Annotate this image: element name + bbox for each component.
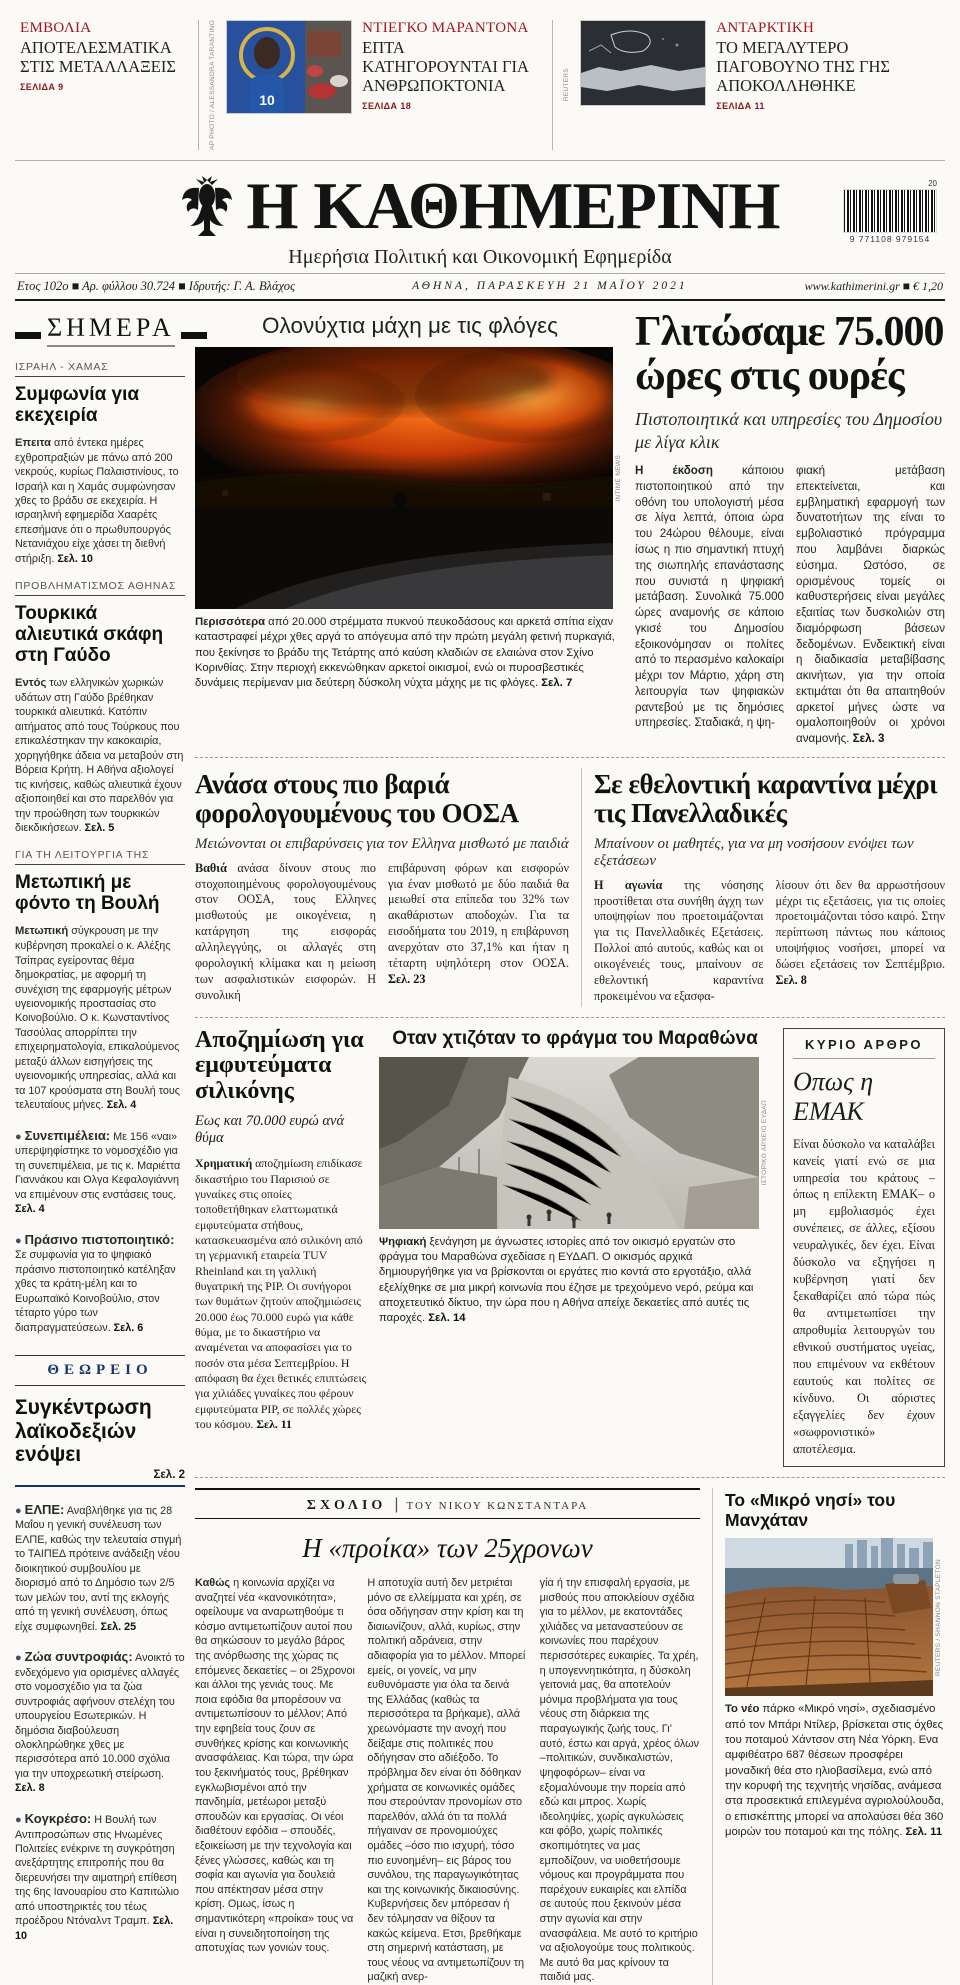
story-body: από έντεκα ημέρες εχθροπραξιών με πάνω από 200 νεκρούς, κυρίως Παλαιστινίους, το Ισραήλ και η Χαμάς συμφώνησαν χθες το βράδυ σε εκεχειρία. Η ισραηλινή εφημερίδα Χααρέτς επεσήμανε ότι ο πρωθυπουργός Νετανιάχου είχε χάσει τη διεθνή στήριξη. [15,436,179,565]
oosa-deck: Μειώνονται οι επιβαρύνσεις για τον Ελληνα μισθωτό με παιδιά [195,835,569,852]
bullet-icon: ● [15,1652,22,1665]
teaser-kicker: ΝΤΙΕΓΚΟ ΜΑΡΑΝΤΟΝΑ [362,20,529,36]
page-ref: Σελ. 11 [256,1416,292,1431]
column-section: ΣΧΟΛΙΟ [306,1497,387,1513]
photo-credit: AP PHOTO / ALESSANDRA TARANTINO [209,20,216,150]
brief-body: Η Βουλή των Αντιπροσώπων στις Ηνωμένες Πολιτείες ενέκρινε τη συγκρότηση ανεξάρτητης επιτροπής που θα διερευνήσει την αιματηρή επίθεση της 6ης Ιανουαρίου στο Καπιτώλιο από υποστηρικτές του τέως προέδρου Ντόναλντ Τραμπ. [15,1813,180,1928]
lead-story [635,308,945,747]
teaser-page-ref: ΣΕΛΙΔΑ 11 [716,100,765,111]
eagle-logo [180,174,234,238]
teaser-kicker: ΕΜΒΟΛΙΑ [20,20,92,36]
brief-body: Με 156 «ναι» υπερψηφίστηκε το νομοσχέδιο για τη συνεπιμέλεια, με τις κ. Μαριέττα Γιαννάκου και Ολγα Κεφαλογιάννη να επιμένουν στις ενστάσεις τους. [15,1130,181,1201]
story-text: φιακή μετάβαση επεκτείνεται, και εμβληματική εφαρμογή των δυνατοτήτων της είναι το εμβολιαστικό πρόγραμμα που λαμβάνει διαρκώς εύσημα. Ωστόσο, σε ορισμένους τομείς οι καθυστερήσεις είναι μεγάλες εξαιτίας των δυσκολιών στη διαμόρφωση βάσεων δεδομένων. Ενδεικτική είναι η διαδικασία μεταβίβασης ακινήτων, για την οποία εκτιμάται ότι θα απαιτηθούν αρκετοί μήνες ώστε να ομαλοποιηθούν οι χρόνοι αναμονής. [796,464,945,746]
editorial-title: Οπως η ΕΜΑΚ [793,1066,874,1126]
silicone-deck: Εως και 70.000 ευρώ ανά θύμα [195,1113,345,1147]
theoreio-title: Συγκέντρωση λαϊκοδεξιών ενόψει [15,1396,152,1467]
quarantine-body-col2 [776,878,946,1005]
bullet-icon: ● [15,1234,22,1247]
bullet-icon: ● [15,1504,22,1517]
quarantine-story [581,768,945,1007]
barcode-block [843,179,937,244]
lead-body-col1 [635,463,784,747]
page-ref: Σελ. 11 [905,1826,943,1839]
teaser-vaccines [20,20,188,92]
rule [195,1488,700,1490]
theoreio-header: ΘΕΩΡΕΙΟ [15,1355,185,1386]
story-text: λίσουν ότι δεν θα αρρωστήσουν μέχρι τις εξετάσεις, για τις οποίες προετοιμάζονται τόσο καιρό. Στην περίπτωση πάντως που κάποιος υποψήφιος νοσήσει, μπορεί να δώσει εξετάσεις τον Σεπτέμβριο. [775,877,945,971]
barcode-issue-code: 20 [928,178,937,188]
barcode [843,189,937,233]
sidebar-story-israel [15,361,185,566]
page-ref: Σελ. 4 [15,1203,45,1216]
sidebar-brief [15,1127,185,1217]
story-lead: Χρηματική [195,1156,253,1171]
teaser-page-ref: ΣΕΛΙΔΑ 9 [20,81,64,92]
teaser-title: ΕΠΤΑ ΚΑΤΗΓΟΡΟΥΝΤΑΙ ΓΙΑ ΑΝΘΡΩΠΟΚΤΟΝΙΑ [362,38,529,95]
photo-credit: ΙΣΤΟΡΙΚΟ ΑΡΧΕΙΟ ΕΥΔΑΠ [761,1099,768,1186]
simera-title: ΣΗΜΕΡΑ [47,313,175,347]
story-text: αποζημίωση επιδίκασε δικαστήριο του Παρισιού σε γυναίκες στις οποίες τοποθετήθηκαν ελαττωματικά εμφυτεύματα στήθους, κατασκευασμένα από σιλικόνη από τη γερμανική εταιρεία TUV Rheinland και τη γαλλική θυγατρική της PIP. Οι συνήγοροι των θυμάτων ζητούν αποζημιώσεις 20.000 έως 70.000 ευρώ για κάθε θύμα, με το δικαστήριο να αναμένεται να αποφασίσει για το ποσόν στα μέσα Σεπτεμβρίου. Η απόφαση θα έχει θετικές επιπτώσεις για χιλιάδες γυναίκες που φέρουν εμφυτεύματα PIP, σε πολλές χώρες του κόσμου. [195,1156,367,1431]
editorial-body: Είναι δύσκολο να καταλάβει κανείς γιατί ενώ σε μια υπηρεσία του κράτους –όπως η επίλεκτη ΕΜΑΚ– ο μη εμβολιασμός έχει συνέπειες, σε άλλες, εξίσου νευραλγικές, δεν έχει. Είναι δύσκολο να εξηγήσει η κυβέρνηση γιατί δεν ξεκαθαρίζει από τώρα πώς θα αντιμετωπίσει την απροθυμία λειτουργών του εθνικού συστήματος υγείας, που επιμένουν να εκθέτουν εαυτούς και πολίτες σε κίνδυνο. Οι αόριστες εξαγγελίες δεν έχουν «σωφρονιστικό» αποτέλεσμα. [793,1136,935,1457]
page-ref: Σελ. 14 [428,1312,466,1325]
top-teaser-strip [15,0,945,161]
page-ref: Σελ. 6 [113,1321,144,1334]
sidebar-brief [15,1231,185,1335]
fire-story [195,311,625,747]
wildfire-night-photo [195,347,613,609]
story-text: της νόσησης προστίθεται στα συνήθη άγχη των υποψηφίων που προετοιμάζονται για τις Πανελλαδικές Εξετάσεις. Πολλοί από αυτούς, καθώς και οι οικογένειές τους, μπαίνουν σε εθελοντική καραντίνα προκειμένου να εξασφα- [594,877,764,1003]
story-kicker: ΠΡΟΒΛΗΜΑΤΙΣΜΟΣ ΑΘΗΝΑΣ [15,580,185,596]
fire-caption [195,615,625,692]
teaser-kicker: ΑΝΤΑΡΚΤΙΚΗ [716,20,815,36]
dam-headline: Οταν χτιζόταν το φράγμα του Μαραθώνα [392,1027,758,1049]
masthead [15,161,945,273]
oosa-headline: Ανάσα στους πιο βαριά φορολογουμένους του ΟΟΣΑ [195,768,519,828]
photo-credit: REUTERS [563,68,571,102]
oosa-body-col1 [195,861,376,1004]
silicone-story [195,1028,367,1467]
island-headline: Το «Μικρό νησί» του Μανχάταν [725,1489,896,1531]
sidebar-brief [15,1810,185,1943]
story-text: ανάσα δίνουν στους πιο στοχοποιημένους φορολογουμένους στον ΟΟΣΑ, τους Ελληνες μισθωτούς με οικογένεια, η κατάργηση της εισφοράς αλληλεγγύης, οι αλλαγές στη φορολογική κλίμακα και η μείωση των ασφαλιστικών εισφορών. Η συνολική [195,860,376,1002]
quarantine-headline: Σε εθελοντική καραντίνα μέχρι τις Πανελλαδικές [594,768,938,828]
photo-credit: REUTERS / SHANNON STAPLETON [935,1558,942,1676]
bullet-icon: ● [15,1813,22,1826]
lead-body-col2 [796,463,945,747]
brief-lead: Συνεπιμέλεια: [24,1127,111,1143]
bullet-icon: ● [15,1130,22,1143]
dateline-bar [15,273,945,301]
dashed-divider [195,1477,945,1478]
story-lead: Η έκδοση [635,464,713,478]
date-text: ΑΘΗΝΑ, ΠΑΡΑΣΚΕΥΗ 21 ΜΑΪΟΥ 2021 [412,280,688,293]
caption-lead: Περισσότερα [195,615,266,628]
story-body: των ελληνικών χωρικών υδάτων στη Γαύδο βρέθηκαν τουρκικά αλιευτικά. Κατόπιν αιτήματος από τους Τούρκους που επικαλέστηκαν την κακοκαιρία, χορηγήθηκε άδεια να μεταβούν στη Βόρεια Κρήτη. Η Αθήνα αξιολογεί τις κινήσεις, καθώς αλιευτικά έχουν αξιοποιηθεί και στο παρελθόν για την προώθηση των τουρκικών διεκδικήσεων. [15,676,184,834]
oosa-story [195,768,581,1007]
page-ref: Σελ. 3 [852,732,885,746]
story-text: επιβάρυνση φόρων και εισφορών για έναν μισθωτό με δύο παιδιά θα μειωθεί στα επίπεδα του 32% των ακαθάριστων αποδοχών. Για τα εισοδήματα του 2019, η επιβάρυνση ανερχόταν στο 37,1% και ήταν η τέταρτη υψηλότερη στον ΟΟΣΑ. [388,860,569,970]
sidebar-story-gavdos [15,580,185,835]
page-ref: Σελ. 23 [388,971,426,986]
page-ref: Σελ. 5 [84,821,115,834]
column-col2: Η αποτυχία αυτή δεν μετριέται μόνο σε ελλείμματα και χρέη, σε όσα οδήγησαν στην κρίση και τη διαιωνίζουν, αλλά, κυρίως, στην πολιτική αδράνεια, στην αδιαφορία για το μέλλον. Μπορεί εμείς, οι γονείς, να μην ευθυνόμαστε για όλα τα δεινά της Ελλάδας (καθώς τα περισσότερα τα βρήκαμε), αλλά χρεωνόμαστε την ανοχή που δείξαμε στις πολιτικές που οδήγησαν στο αδιέξοδο. Το πρόβλημα δεν είναι ότι δόθηκαν χρήματα σε κοινωνικές ομάδες που στερούνταν προνομίων στο παρελθόν, αλλά ότι τα πολλά πήγαιναν σε προνομιούχες ομάδες –όσο πιο ισχυρή, τόσο πιο ευνοημένη– εις βάρος του συνόλου, της παραγωγικότητας και της κοινωνικής δικαιοσύνης. Κυβερνήσεις δεν μπόρεσαν ή δεν τόλμησαν να θίξουν τα κακώς κείμενα. Ετσι, βρεθήκαμε στη σημερινή κατάσταση, με τους νέους να αντιμετωπίζουν τη μαζική ανερ- [367,1576,526,1984]
teaser-title: ΑΠΟΤΕΛΕΣΜΑΤΙΚΑ ΣΤΙΣ ΜΕΤΑΛΛΑΞΕΙΣ [20,38,176,76]
brief-lead: Ζώα συντροφιάς: [24,1649,133,1665]
column-header [195,1493,700,1519]
rule [15,332,41,339]
page-ref: Σελ. 25 [100,1620,137,1633]
paper-title: Η ΚΑΘΗΜΕΡΙΝΗ [246,168,780,243]
dam-caption [379,1235,771,1327]
caption-body: ξενάγηση με άγνωστες ιστορίες από τον οικισμό εργατών στο φράγμα του Μαραθώνα σχεδίασε η ΕΥΔΑΠ. Ο οικισμός αρχικά δημιουργήθηκε για να βρίσκονται οι εργάτες πιο κοντά στο εργοτάξιο, αλλά εξελίχθηκε σε μια μικρή κοινωνία που έζησε με τρεχούμενο νερό, ρεύμα και αποχετευτικό δίκτυο, την ώρα που η Αθήνα απείχε δεκαετίες από αυτές τις παροχές. [379,1235,754,1325]
fire-headline: Ολονύχτια μάχη με τις φλόγες [262,312,558,338]
quarantine-deck: Μπαίνουν οι μαθητές, για να μη νοσήσουν ενόψει των εξετάσεων [594,835,914,869]
iceberg-photo [580,20,706,106]
editorial-header: ΚΥΡΙΟ ΑΡΘΡΟ [793,1037,935,1059]
brief-body: Σε συμφωνία για το ψηφιακό πράσινο πιστοποιητικό κατέληξαν χθες τα κράτη-μέλη και το Ευρωπαϊκό Κοινοβούλιο, στον τέταρτο γύρο των διαπραγματεύσεων. [15,1249,176,1334]
story-lead: Βαθιά [195,860,227,875]
dashed-divider [195,1017,945,1018]
oosa-body-col2 [388,861,569,1004]
silicone-body [195,1156,367,1432]
page-ref: Σελ. 7 [541,677,573,690]
opinion-column [195,1488,712,1985]
brief-body: Αναβλήθηκε για τις 28 Μαΐου η γενική συνέλευση των ΕΛΠΕ, καθώς την τελευταία στιγμή το ΤΑΙΠΕΔ πρότεινε ανάδειξη νέου διοικητικού συμβουλίου με διορισμό από το Δημόσιο των 2/5 των μελών του, αντί της εκλογής από τη γενική συνέλευση, όπως είχε συμφωνηθεί. [15,1504,182,1633]
teaser-antarctica [716,20,940,111]
paper-subtitle: Ημερήσια Πολιτική και Οικονομική Εφημερίδα [288,245,672,268]
caption-lead: Ψηφιακή [379,1235,427,1248]
story-headline: Συμφωνία για εκεχειρία [15,383,140,426]
divider: | [394,1495,399,1513]
lead-deck: Πιστοποιητικά και υπηρεσίες του Δημοσίου με λίγα κλικ [635,409,943,452]
barcode-number: 9 771108 979154 [849,233,931,244]
story-lead: Επειτα [15,436,52,449]
column-col1 [195,1576,355,1985]
page-ref: Σελ. 8 [775,972,807,987]
divider [198,20,199,150]
story-lead: Μετωπική [15,925,69,938]
story-text: κάποιου πιστοποιητικού από την οθόνη του υπολογιστή μέσα σε λίγα λεπτά, όποια ώρα του 24ώρου θέλουμε, είναι ίσως η πιο σημαντική πτυχή της σιωπηλής επανάστασης που συνιστά η ψηφιακή μετάβαση. Συνολικά 75.000 ώρες αναμονής σε κάποιο γκισέ του Δημοσίου εξοικονόμησαν οι πολίτες από το περασμένο καλοκαίρι μέχρι τον Μάρτιο, χάρη στη λειτουργία των ψηφιακών ραντεβού με τις δημόσιες υπηρεσίες. Σταδιακά, η ψη- [635,464,784,730]
lead-headline: Γλιτώσαμε 75.000 ώρες στις ουρές [635,308,944,399]
story-kicker: ΙΣΡΑΗΛ - ΧΑΜΑΣ [15,361,185,377]
story-kicker: ΓΙΑ ΤΗ ΛΕΙΤΟΥΡΓΙΑ ΤΗΣ [15,849,185,865]
photo-credit: INTIME NEWS [615,454,622,502]
page-ref: Σελ. 10 [15,1915,174,1942]
column-byline: ΤΟΥ ΝΙΚΟΥ ΚΩΝΣΤΑΝΤΑΡΑ [406,1499,589,1512]
story-lead: Καθώς [195,1576,231,1589]
maradona-mural-photo [226,20,352,114]
brief-body: Ανοικτό το ενδεχόμενο για ορισμένες αλλαγές στο νομοσχέδιο για τα ζώα συντροφιάς αφήνουν στελέχη του υπουργείου Εσωτερικών. Η δημόσια διαβούλευση ολοκληρώθηκε χθες με περισσότερα από 10.000 σχόλια για την υποχρεωτική στείρωση. [15,1652,185,1780]
story-text: η κοινωνία αρχίζει να αναζητεί νέα «κανονικότητα», οφείλουμε να αναρωτηθούμε τι κόσμο αντιμετωπίζουν αυτοί που θα σηκώσουν το μεγάλο βάρος της ανόρθωσης της χώρας τις επόμενες δεκαετίες – οι 25χρονοι και άλλοι της γενιάς τους. Με ποια εφόδια θα μπορέσουν να αντιμετωπίσουν το μέλλον; Από την εφηβεία τους ζουν σε συνθήκες κρίσης και κοινωνικής ανασφάλειας. Και τώρα, την ώρα του ξεκινήματός τους, βρέθηκαν εγκλωβισμένοι από την πανδημία, μετέωροι μεταξύ σπουδών και εργασίας. Οι νέοι διαθέτουν εφόδια – σπουδές, εξοικείωση με την τεχνολογία και ξένες γλώσσες, καθώς και τη σοφία και αγωνία για δουλειά που απέκτησαν μέσα στην κρίση. Ομως, ίσως η σημαντικότερη «προίκα» τους να είναι η συνειδητοποίηση της αποτυχίας των γονιών τους. [195,1576,355,1955]
brief-lead: Πράσινο πιστοποιητικό: [24,1231,175,1247]
little-island-park-photo [725,1538,933,1696]
island-story [712,1488,945,1985]
simera-header [15,313,185,347]
editorial-box [783,1028,945,1467]
story-headline: Τουρκικά αλιευτικά σκάφη στη Γαύδο [15,603,164,667]
svg-text:10: 10 [259,92,275,108]
silicone-headline: Αποζημίωση για εμφυτεύματα σιλικόνης [195,1026,364,1105]
brief-lead: Κογκρέσο: [24,1810,92,1826]
teaser-title: ΤΟ ΜΕΓΑΛΥΤΕΡΟ ΠΑΓΟΒΟΥΝΟ ΤΗΣ ΓΗΣ ΑΠΟΚΟΛΛΗΘΗΚΕ [716,38,891,95]
sidebar-story-parliament [15,849,185,1112]
story-lead: Η αγωνία [594,877,663,892]
island-caption [725,1702,945,1840]
brief-lead: ΕΛΠΕ: [24,1501,65,1517]
caption-lead: Το νέο [725,1703,760,1716]
sidebar-brief [15,1648,185,1796]
story-headline: Μετωπική με φόντο τη Βουλή [15,872,160,915]
column-col3: γία ή την επισφαλή εργασία, με μισθούς που αποκλείουν σχέδια για το μέλλον, με εκατοντάδες χιλιάδες να μεταναστεύουν σε κοινωνίες που παρέχουν περισσότερες ευκαιρίες. Τα χρέη, η υπογεννητικότητα, η δύσκολη γειτονιά μας, θα αποτελούν μόνιμα προβλήματα για τους νέους στη διάρκεια της παραγωγικής ζωής τους. Γι' αυτό, έστω και αργά, χρέος όλων –πολιτικών, συνδικαλιστών, ψηφοφόρων– είναι να εξομαλύνουμε την πορεία από εδώ και μπρος. Χωρίς ιδεοληψίες, χωρίς αγκυλώσεις και φόβο, χωρίς πολιτικές σκοπιμότητες να μας εμποδίζουν, να υιοθετήσουμε νόμους και προγράμματα που παρέχουν ευκαιρίες και ελπίδα σε αυτούς που ξεκινούν μέσα στην αγωνία και στην ανασφάλεια. Με αυτό το κριτήριο να αξιολογούμε τους πολιτικούς. Με αυτό θα μας κρίνουν τα παιδιά μας. [539,1576,700,1984]
page-ref: Σελ. 10 [57,552,93,565]
page-ref: Σελ. 4 [106,1099,137,1112]
marathon-dam-photo [379,1057,759,1229]
teaser-maradona [362,20,542,111]
page-ref: Σελ. 8 [15,1782,45,1795]
column-title: Η «προίκα» των 25χρονων [302,1532,593,1563]
sidebar-simera [15,311,185,1985]
story-body: σύγκρουση με την κυβέρνηση προκαλεί ο κ. Αλέξης Τσίπρας εγείροντας θέμα δημοκρατίας, με αφορμή τη συνέχιση της εφαρμογής μέτρων υγειονομικής προστασίας στο Κοινοβούλιο. Ο κ. Κωνσταντίνος Τασούλας απορρίπτει την επιχειρηματολογία, επικαλούμενος μεταξύ άλλων εισηγήσεις της υγειονομικής υπηρεσίας, αλλά και τα 107 κρούσματα στη Βουλή τους τελευταίους μήνες. [15,925,180,1112]
dam-story [379,1028,771,1467]
story-lead: Εντός [15,676,47,689]
teaser-page-ref: ΣΕΛΙΔΑ 18 [362,100,412,111]
site-price: www.kathimerini.gr ■ € 1,20 [804,278,943,293]
caption-body: από 20.000 στρέμματα πυκνού πευκοδάσους και αρκετά σπίτια είχαν καταστραφεί μέχρι χθες αργά το απόγευμα από την πρώτη μεγάλη φετινή πυρκαγιά, που ξεκίνησε το βράδυ της Τετάρτης από καύση κλαδιών σε ελαιώνα στον Σχίνο Κορινθίας. Στην περιοχή εκκενώθηκαν αρκετοί οικισμοί, ενώ οι πυροσβεστικές δυνάμεις περίμεναν μια δεύτερη δύσκολη νύχτα μάχης με τις φλόγες. [195,615,615,690]
issue-line: Ετος 102ο ■ Αρ. φύλλου 30.724 ■ Ιδρυτής: Γ. Α. Βλάχος [17,278,296,293]
divider [552,20,553,150]
dashed-divider [195,757,945,758]
quarantine-body-col1 [594,878,764,1005]
sidebar-brief [15,1501,185,1634]
page-ref: Σελ. 2 [15,1469,185,1487]
caption-body: πάρκο «Μικρό νησί», σχεδιασμένο από τον Μπάρι Ντίλερ, βρίσκεται στις όχθες του ποταμού Χάντσον στη Νέα Υόρκη. Ενα αμφιθέατρο 687 θέσεων προσφέρει μοναδική θέα στο ηλιοβασίλεμα, ενώ από την κορυφή της τεχνητής νησίδας, ανάμεσα στα προσεκτικά επιλεγμένα αγριολούλουδα, ο επισκέπτης μπορεί να απολαύσει θέα 360 μοιρών του ποταμού και της πόλης. [725,1703,944,1839]
